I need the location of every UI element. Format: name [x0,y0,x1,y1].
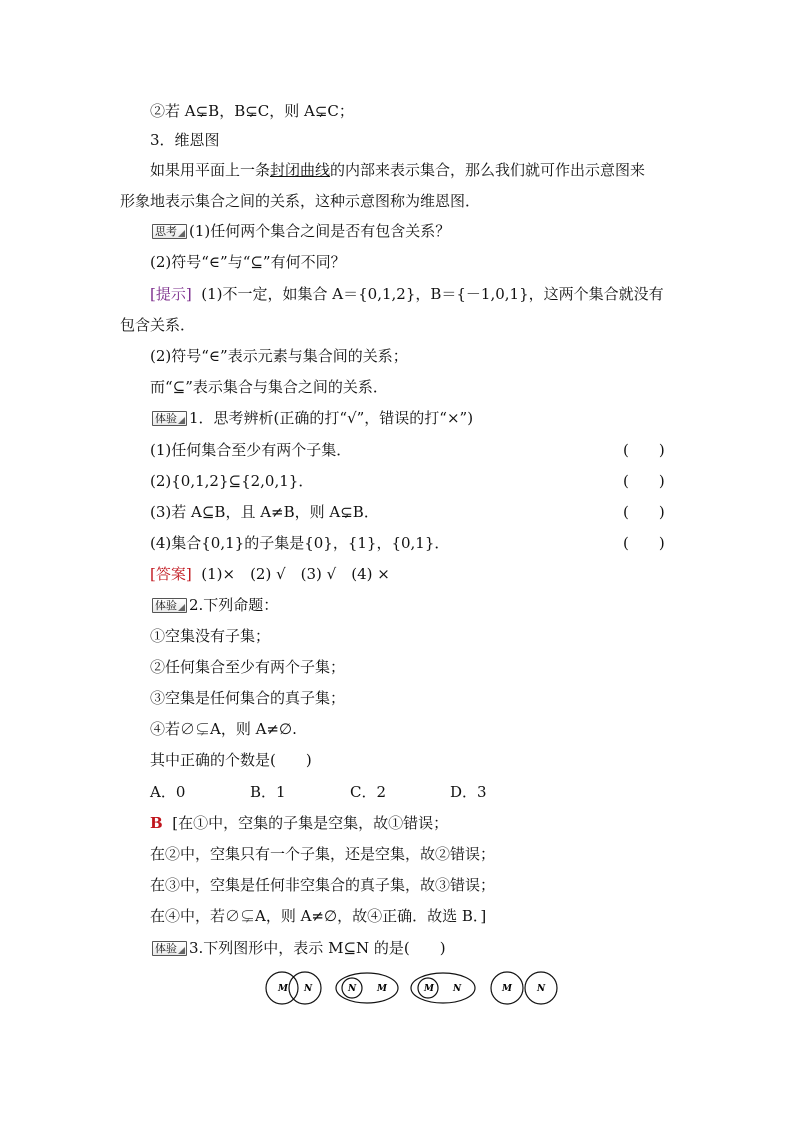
set-label-m: M [278,984,288,994]
answer-paren: ( ) [623,441,665,459]
hint-label: [提示] [150,285,192,303]
solution-line: 在④中，若∅⊊A，则 A≠∅，故④正确．故选 B．] [150,907,487,925]
venn-diagram-a [266,972,321,1004]
text-span: 如果用平面上一条 [150,161,271,179]
text-span: (1)不一定，如集合 A＝{0,1,2}，B＝{－1,0,1}，这两个集合就没有 [201,285,664,303]
judge-item-2: (2){0,1,2}⊆{2,0,1}． [150,472,314,490]
paragraph-line: (2)符号“∈”表示元素与集合间的关系； [150,347,408,365]
set-label-n: N [537,984,546,994]
experience-tag-icon: 体验 [152,598,187,613]
set-ellipse [411,973,475,1003]
question-prompt: 其中正确的个数是( ) [150,751,312,769]
text-line: ②若 A⊊B，B⊊C，则 A⊊C； [150,102,354,120]
judge-item-1: (1)任何集合至少有两个子集． [150,441,352,459]
option-c: C．2 [350,783,387,801]
option-a: A．0 [150,783,186,801]
solution-line: 在③中，空集是任何非空集合的真子集，故③错误； [150,876,496,894]
experience-3 [152,938,446,958]
text-span: [在①中，空集的子集是空集，故①错误； [172,814,449,832]
option-b: B．1 [250,783,286,801]
set-label-m: M [502,984,512,994]
solution-line [150,813,448,833]
hint-line [150,284,664,304]
answer-text: (1)× (2) √ (3) √ (4) × [201,565,390,583]
option-d: D．3 [450,783,487,801]
answer-paren: ( ) [623,534,665,552]
solution-line: 在②中，空集只有一个子集，还是空集，故②错误； [150,845,496,863]
answer-paren: ( ) [623,503,665,521]
set-label-n: N [453,984,462,994]
answer-paren: ( ) [623,472,665,490]
paragraph-line: 而“⊆”表示集合与集合之间的关系． [150,378,388,396]
experience-1 [152,408,473,428]
set-label-n: N [348,984,357,994]
venn-diagram-b [336,973,398,1003]
venn-diagrams-figure [0,960,794,1020]
set-label-n: N [304,984,313,994]
text-span: 2.下列命题： [189,596,279,614]
set-label-m: M [377,984,387,994]
paragraph-line: 包含关系． [120,316,196,334]
paragraph-line [150,160,645,180]
text-span: 的内部来表示集合，那么我们就可作出示意图来 [330,161,646,179]
paragraph-line: 形象地表示集合之间的关系，这种示意图称为维恩图． [120,192,481,210]
experience-2 [152,595,278,615]
experience-tag-icon: 体验 [152,411,187,426]
judge-item-4: (4)集合{0,1}的子集是{0}，{1}，{0,1}． [150,534,450,552]
text-span: 3.下列图形中，表示 M⊆N 的是( ) [189,939,446,957]
answer-line [150,564,390,584]
think-question-2: (2)符号“∈”与“⊆”有何不同？ [150,253,346,271]
text-span: (1)任何两个集合之间是否有包含关系？ [189,222,451,240]
venn-diagram-c [411,973,475,1003]
experience-tag-icon: 体验 [152,941,187,956]
think-question-1 [152,221,450,241]
solution-letter: B [150,814,163,832]
set-label-m: M [424,984,434,994]
answer-label: [答案] [150,565,192,583]
proposition-1: ①空集没有子集； [150,627,271,645]
proposition-4: ④若∅⊊A，则 A≠∅. [150,720,297,738]
judge-item-3: (3)若 A⊆B，且 A≠B，则 A⊊B． [150,503,379,521]
think-tag-icon: 思考 [152,224,187,239]
underlined-term: 封闭曲线 [270,161,331,179]
section-heading: 3．维恩图 [150,131,220,149]
set-ellipse [336,973,398,1003]
proposition-2: ②任何集合至少有两个子集； [150,658,346,676]
text-span: 1．思考辨析(正确的打“√”，错误的打“×”) [189,409,474,427]
venn-diagram-d [491,972,557,1004]
proposition-3: ③空集是任何集合的真子集； [150,689,346,707]
